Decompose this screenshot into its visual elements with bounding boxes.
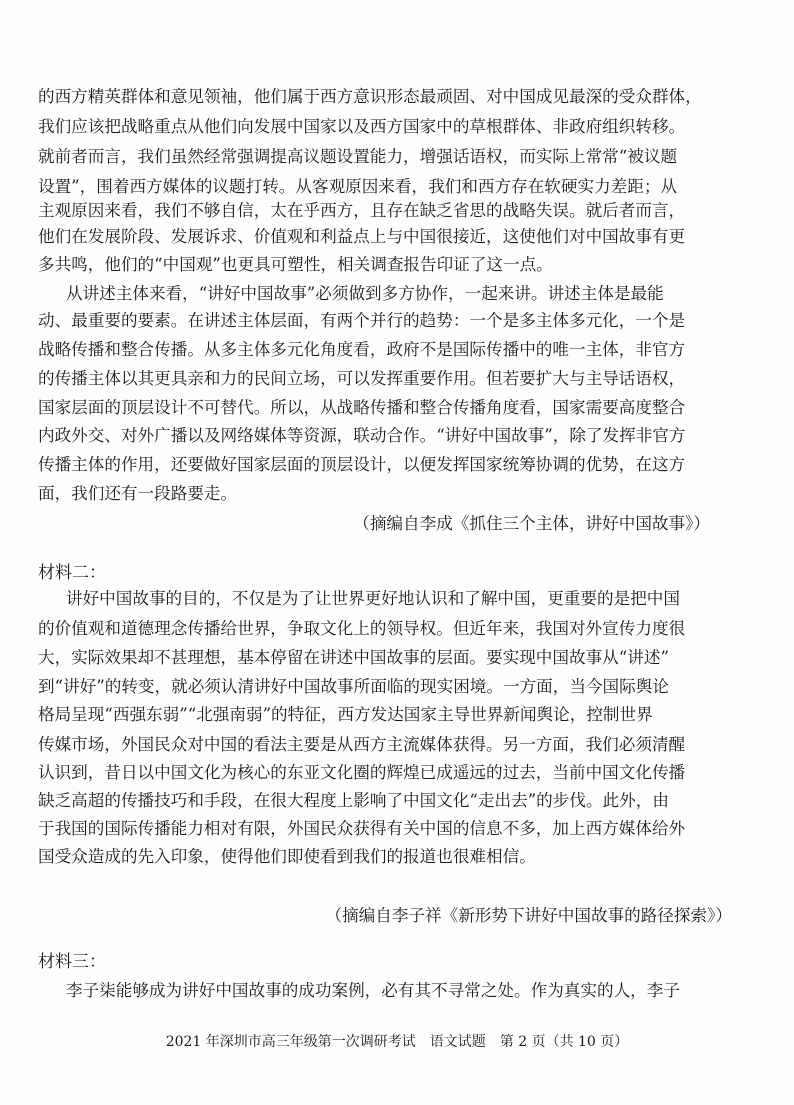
text-line: 设置”，围着西方媒体的议题打转。从客观原因来看，我们和西方存在软硬实力差距；从	[38, 177, 678, 196]
text-line: 传播主体的作用，还要做好国家层面的顶层设计，以便发挥国家统筹协调的优势，在这方	[38, 455, 686, 474]
text-line: 我们应该把战略重点从他们向发展中国家以及西方国家中的草根群体、非政府组织转移。	[38, 117, 686, 136]
text-line: 就前者而言，我们虽然经常强调提高议题设置能力，增强话语权，而实际上常常“被议题	[38, 147, 678, 166]
text-line: 到“讲好”的转变，就必须认清讲好中国故事所面临的现实困境。一方面，当今国际舆论	[38, 677, 669, 696]
material-three-first-line: 李子柒能够成为讲好中国故事的成功案例，必有其不寻常之处。作为真实的人，李子	[66, 981, 680, 1000]
text-line: 格局呈现“西强东弱”“北强南弱”的特征，西方发达国家主导世界新闻舆论，控制世界	[38, 705, 653, 724]
text-line: 的传播主体以其更具亲和力的民间立场，可以发挥重要作用。但若要扩大与主导话语权，	[38, 369, 686, 388]
text-line: 他们在发展阶段、发展诉求、价值观和利益点上与中国很接近，这使他们对中国故事有更	[38, 227, 686, 246]
text-line: 讲好中国故事的目的，不仅是为了让世界更好地认识和了解中国，更重要的是把中国	[66, 589, 680, 608]
text-line: 多共鸣，他们的“中国观”也更具可塑性，相关调查报告印证了这一点。	[38, 255, 553, 274]
material-two-heading: 材料二：	[38, 563, 106, 583]
text-line: 从讲述主体来看，“讲好中国故事”必须做到多方协作，一起来讲。讲述主体是最能	[66, 284, 664, 303]
text-line: 的西方精英群体和意见领袖，他们属于西方意识形态最顽固、对中国成见最深的受众群体，	[38, 87, 702, 106]
text-line: 面，我们还有一段路要走。	[38, 484, 238, 503]
text-line: 国受众造成的先入印象，使得他们即使看到我们的报道也很难相信。	[38, 847, 536, 866]
text-line: 国家层面的顶层设计不可替代。所以，从战略传播和整合传播角度看，国家需要高度整合	[38, 398, 686, 417]
text-line: 于我国的国际传播能力相对有限，外国民众获得有关中国的信息不多，加上西方媒体给外	[38, 819, 686, 838]
text-line: 动、最重要的要素。在讲述主体层面，有两个并行的趋势：一个是多主体多元化，一个是	[38, 311, 686, 330]
material-three-heading: 材料三：	[38, 952, 106, 972]
text-line: 传媒市场，外国民众对中国的看法主要是从西方主流媒体获得。另一方面，我们必须清醒	[38, 735, 686, 754]
text-line: 缺乏高超的传播技巧和手段，在很大程度上影响了中国文化“走出去”的步伐。此外，由	[38, 791, 669, 810]
text-line: 战略传播和整合传播。从多主体多元化角度看，政府不是国际传播中的唯一主体，非官方	[38, 340, 686, 359]
text-line: 内政外交、对外广播以及网络媒体等资源，联动合作。“讲好中国故事”，除了发挥非官方	[38, 426, 686, 445]
text-line: 认识到，昔日以中国文化为核心的东亚文化圈的辉煌已成遥远的过去，当前中国文化传播	[38, 763, 686, 782]
source-citation-2: （摘编自李子祥《新形势下讲好中国故事的路径探索》）	[325, 906, 732, 925]
source-citation-1: （摘编自李成《抓住三个主体，讲好中国故事》）	[353, 514, 710, 533]
text-line: 的价值观和道德理念传播给世界，争取文化上的领导权。但近年来，我国对外宣传力度很	[38, 619, 686, 638]
page-footer: 2021 年深圳市高三年级第一次调研考试 语文试题 第 2 页（共 10 页）	[165, 1034, 629, 1050]
text-line: 大，实际效果却不甚理想，基本停留在讲述中国故事的层面。要实现中国故事从“讲述”	[38, 648, 669, 667]
text-line: 主观原因来看，我们不够自信，太在乎西方，且存在缺乏省思的战略失误。就后者而言，	[38, 201, 686, 220]
